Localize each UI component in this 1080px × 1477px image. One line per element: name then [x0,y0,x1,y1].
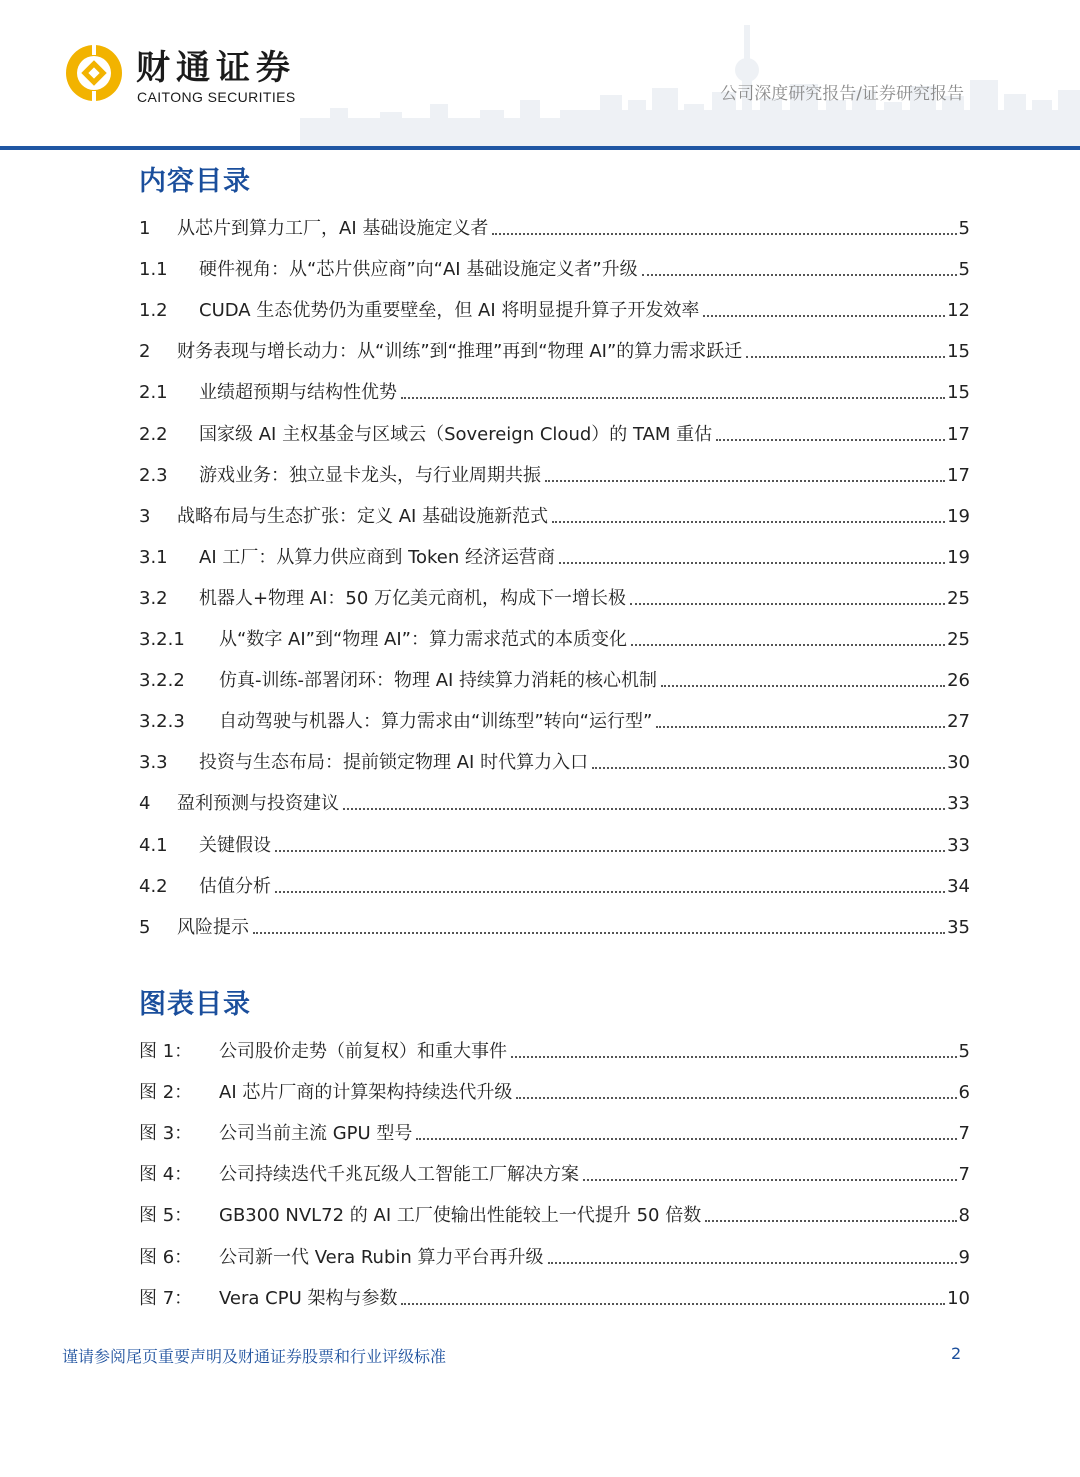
entry-number: 图 6： [139,1246,193,1268]
entry-number: 1 [139,218,151,239]
figures-entry[interactable] [139,1034,970,1064]
entry-title: 公司股价走势（前复权）和重大事件 [219,1041,507,1062]
entry-number: 3.2.1 [139,629,185,650]
entry-number: 图 1： [139,1041,193,1062]
entry-page: 6 [958,1082,970,1104]
entry-title: 业绩超预期与结构性优势 [199,382,397,404]
toc-entry[interactable] [139,581,970,611]
toc-entry[interactable] [139,622,970,652]
entry-title: 仿真-训练-部署闭环：物理 AI 持续算力消耗的核心机制 [219,670,658,692]
entry-page: 15 [947,382,970,404]
dot-leader [516,1097,956,1099]
dot-leader [746,356,945,358]
entry-page: 17 [947,423,970,445]
entry-page: 9 [958,1246,970,1268]
entry-number: 图 3： [139,1123,193,1145]
figures-entry[interactable] [139,1198,970,1228]
entry-number: 3.2.3 [139,711,185,733]
entry-title: 机器人+物理 AI：50 万亿美元商机，构成下一增长极 [199,587,627,609]
entry-number: 2.2 [139,423,168,445]
entry-number: 3.3 [139,752,168,774]
dot-leader [656,726,945,728]
entry-page: 19 [947,505,970,527]
entry-page: 7 [958,1164,970,1186]
dot-leader [343,808,945,810]
entry-number: 1.2 [139,300,168,322]
toc-entry[interactable] [139,252,970,282]
entry-page: 7 [958,1123,970,1145]
toc-entry[interactable] [139,786,970,816]
dot-leader [630,603,945,605]
entry-number: 2 [139,341,151,363]
page-header [0,0,1080,152]
dot-leader [592,767,945,769]
dot-leader [552,521,945,523]
toc-entry[interactable] [139,828,970,858]
toc-entry[interactable] [139,417,970,447]
entry-title: 从“数字 AI”到“物理 AI”：算力需求范式的本质变化 [219,629,627,650]
figures-entry[interactable] [139,1075,970,1105]
entry-title: AI 工厂：从算力供应商到 Token 经济运营商 [199,546,555,568]
entry-page: 5 [958,218,970,239]
dot-leader [631,644,945,646]
entry-title: AI 芯片厂商的计算架构持续迭代升级 [219,1082,513,1104]
toc-entry[interactable] [139,334,970,364]
dot-leader [559,562,945,564]
entry-page: 26 [947,670,970,692]
entry-number: 2.1 [139,382,168,404]
entry-number: 3 [139,505,151,527]
dot-leader [416,1138,956,1140]
entry-title: 公司当前主流 GPU 型号 [219,1123,413,1145]
dot-leader [548,1262,957,1264]
entry-page: 17 [947,464,970,486]
entry-title: 游戏业务：独立显卡龙头，与行业周期共振 [199,464,541,486]
entry-number: 图 4： [139,1164,193,1186]
entry-page: 33 [947,834,970,856]
entry-number: 4.2 [139,875,168,897]
entry-page: 27 [947,711,970,733]
entry-page: 35 [947,916,970,938]
entry-title: 硬件视角：从“芯片供应商”向“AI 基础设施定义者”升级 [199,259,638,281]
dot-leader [275,891,945,893]
entry-number: 5 [139,916,151,938]
dot-leader [716,439,945,441]
header-divider [0,146,1080,150]
toc-entry[interactable] [139,663,970,693]
entry-page: 25 [947,629,970,650]
dot-leader [661,685,945,687]
entry-page: 30 [947,752,970,774]
entry-number: 图 7： [139,1287,193,1309]
entry-title: GB300 NVL72 的 AI 工厂使输出性能较上一代提升 50 倍数 [219,1205,702,1227]
figures-entry[interactable] [139,1116,970,1146]
entry-title: 风险提示 [177,916,249,938]
entry-page: 19 [947,546,970,568]
figures-entry[interactable] [139,1240,970,1270]
entry-title: 估值分析 [199,875,271,897]
entry-title: 自动驾驶与机器人：算力需求由“训练型”转向“运行型” [219,711,653,733]
dot-leader [275,850,945,852]
entry-page: 5 [958,1041,970,1062]
entry-page: 33 [947,793,970,815]
dot-leader [401,397,945,399]
brand-name-en: CAITONG SECURITIES [137,89,296,105]
toc-entry[interactable] [139,910,970,940]
toc-entry[interactable] [139,211,970,241]
entry-title: 盈利预测与投资建议 [177,793,339,815]
entry-title: 公司持续迭代千兆瓦级人工智能工厂解决方案 [219,1164,579,1186]
entry-title: 从芯片到算力工厂，AI 基础设施定义者 [177,218,489,239]
brand-name-cn: 财通证券 [136,48,296,88]
footer-disclaimer: 谨请参阅尾页重要声明及财通证券股票和行业评级标准 [62,1347,447,1366]
entry-page: 5 [958,259,970,281]
dot-leader [401,1303,945,1305]
entry-title: 公司新一代 Vera Rubin 算力平台再升级 [219,1246,544,1268]
toc-entry[interactable] [139,704,970,734]
entry-title: 关键假设 [199,834,271,856]
entry-page: 8 [958,1205,970,1227]
report-type-label: 公司深度研究报告/证券研究报告 [720,84,964,104]
entry-title: 国家级 AI 主权基金与区域云（Sovereign Cloud）的 TAM 重估 [199,423,713,445]
toc-entry[interactable] [139,293,970,323]
entry-title: 战略布局与生态扩张：定义 AI 基础设施新范式 [177,505,549,527]
toc-entry[interactable] [139,458,970,488]
figures-entry[interactable] [139,1281,970,1311]
entry-page: 12 [947,300,970,322]
entry-title: 财务表现与增长动力：从“训练”到“推理”再到“物理 AI”的算力需求跃迁 [177,341,743,363]
entry-number: 3.1 [139,546,168,568]
figures-entry[interactable] [139,1157,970,1187]
entry-number: 3.2 [139,587,168,609]
toc-entry[interactable] [139,540,970,570]
dot-leader [583,1179,957,1181]
dot-leader [705,1220,956,1222]
entry-page: 34 [947,875,970,897]
entry-number: 2.3 [139,464,168,486]
dot-leader [545,480,945,482]
dot-leader [253,932,945,934]
toc-entry[interactable] [139,869,970,899]
entry-title: Vera CPU 架构与参数 [219,1287,398,1309]
entry-page: 15 [947,341,970,363]
entry-number: 4.1 [139,834,168,856]
entry-number: 4 [139,793,151,815]
entry-number: 1.1 [139,259,168,281]
entry-number: 图 2： [139,1082,193,1104]
entry-page: 25 [947,587,970,609]
toc-entry[interactable] [139,499,970,529]
entry-title: 投资与生态布局：提前锁定物理 AI 时代算力入口 [199,752,589,774]
entry-number: 3.2.2 [139,670,185,692]
entry-page: 10 [947,1287,970,1309]
toc-entry[interactable] [139,375,970,405]
dot-leader [511,1056,957,1058]
dot-leader [703,315,945,317]
page-number: 2 [951,1344,962,1363]
entry-number: 图 5： [139,1205,193,1227]
dot-leader [642,274,957,276]
dot-leader [492,233,956,235]
toc-heading: 内容目录 [139,166,251,197]
caitong-logo-icon [62,42,126,104]
toc-entry[interactable] [139,745,970,775]
figure-list-heading: 图表目录 [139,989,251,1020]
entry-title: CUDA 生态优势仍为重要壁垒，但 AI 将明显提升算子开发效率 [199,300,700,322]
